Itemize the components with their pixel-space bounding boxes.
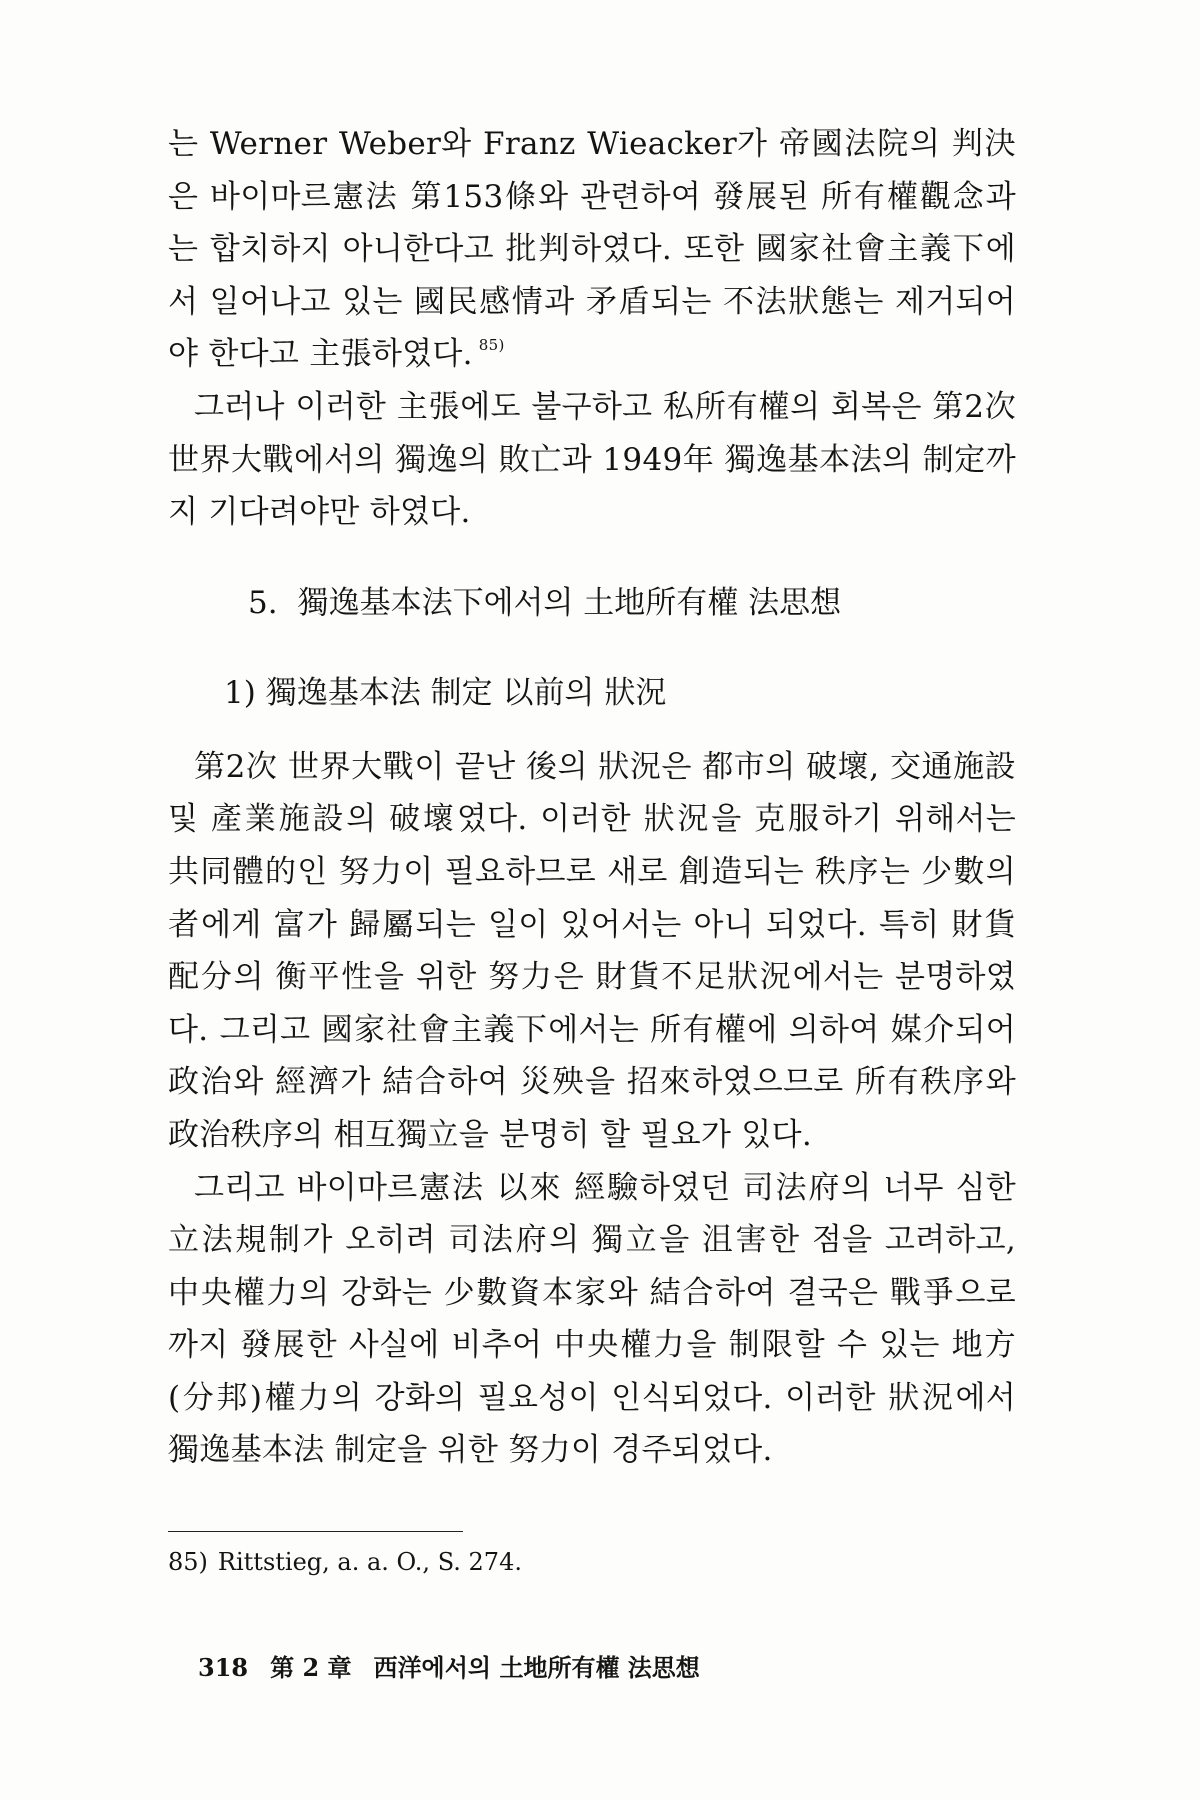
section-number: 5. xyxy=(248,584,278,621)
body-paragraph-2: 그러나 이러한 主張에도 불구하고 私所有權의 회복은 第2次 世界大戰에서의 獨逸의 敗亡과 1949年 獨逸基本法의 制定까지 기다려야만 하였다. xyxy=(168,388,1016,531)
page-number: 318 xyxy=(198,1653,249,1682)
footnote xyxy=(168,1547,522,1577)
chapter-label: 第 2 章 xyxy=(270,1653,352,1682)
section-title: 獨逸基本法下에서의 土地所有權 法思想 xyxy=(297,584,842,621)
footnote-text: Rittstieg, a. a. O., S. 274. xyxy=(217,1548,522,1576)
running-footer xyxy=(198,1653,722,1683)
paragraph-text: 는 Werner Weber와 Franz Wieacker가 帝國法院의 判決은 바이마르憲法 第153條와 관련하여 發展된 所有權觀念과는 합치하지 아니한다고 批判하였다. 또한 國家社會主義下에서 일어나고 있는 國民感情과 矛盾되는 不法狀態는 제거되어야 한다고 主張하였다. xyxy=(168,126,1016,373)
page-body xyxy=(168,118,1016,1477)
subsection-heading xyxy=(224,673,1016,713)
body-paragraph-1 xyxy=(168,118,1016,381)
footnote-number: 85) xyxy=(168,1548,208,1576)
section-heading xyxy=(248,583,1016,623)
subsection-number: 1) xyxy=(224,674,256,711)
footnote-divider xyxy=(168,1531,463,1532)
body-paragraph-4: 그리고 바이마르憲法 以來 經驗하였던 司法府의 너무 심한 立法規制가 오히려 司法府의 獨立을 沮害한 점을 고려하고, 中央權力의 강화는 少數資本家와 結合하여 결국은 戰爭으로까지 發展한 사실에 비추어 中央權力을 制限할 수 있는 地方(分邦)權力의 강화의 필요성이 인식되었다. 이러한 狀況에서 獨逸基本法 制定을 위한 努力이 경주되었다. xyxy=(168,1169,1016,1469)
subsection-title: 獨逸基本法 制定 以前의 狀況 xyxy=(265,674,667,711)
footnote-reference[interactable]: 85) xyxy=(478,336,505,355)
body-paragraph-3: 第2次 世界大戰이 끝난 後의 狀況은 都市의 破壞, 交通施設 및 產業施設의 破壞였다. 이러한 狀況을 克服하기 위해서는 共同體的인 努力이 필요하므로 새로 創造되는 秩序는 少數의 者에게 富가 歸屬되는 일이 있어서는 아니 되었다. 특히 財貨配分의 衡平性을 위한 努力은 財貨不足狀況에서는 분명하였다. 그리고 國家社會主義下에서는 所有權에 의하여 媒介되어 政治와 經濟가 結合하여 災殃을 招來하였으므로 所有秩序와 政治秩序의 相互獨立을 분명히 할 필요가 있다. xyxy=(168,748,1016,1153)
chapter-title: 西洋에서의 土地所有權 法思想 xyxy=(373,1653,700,1682)
